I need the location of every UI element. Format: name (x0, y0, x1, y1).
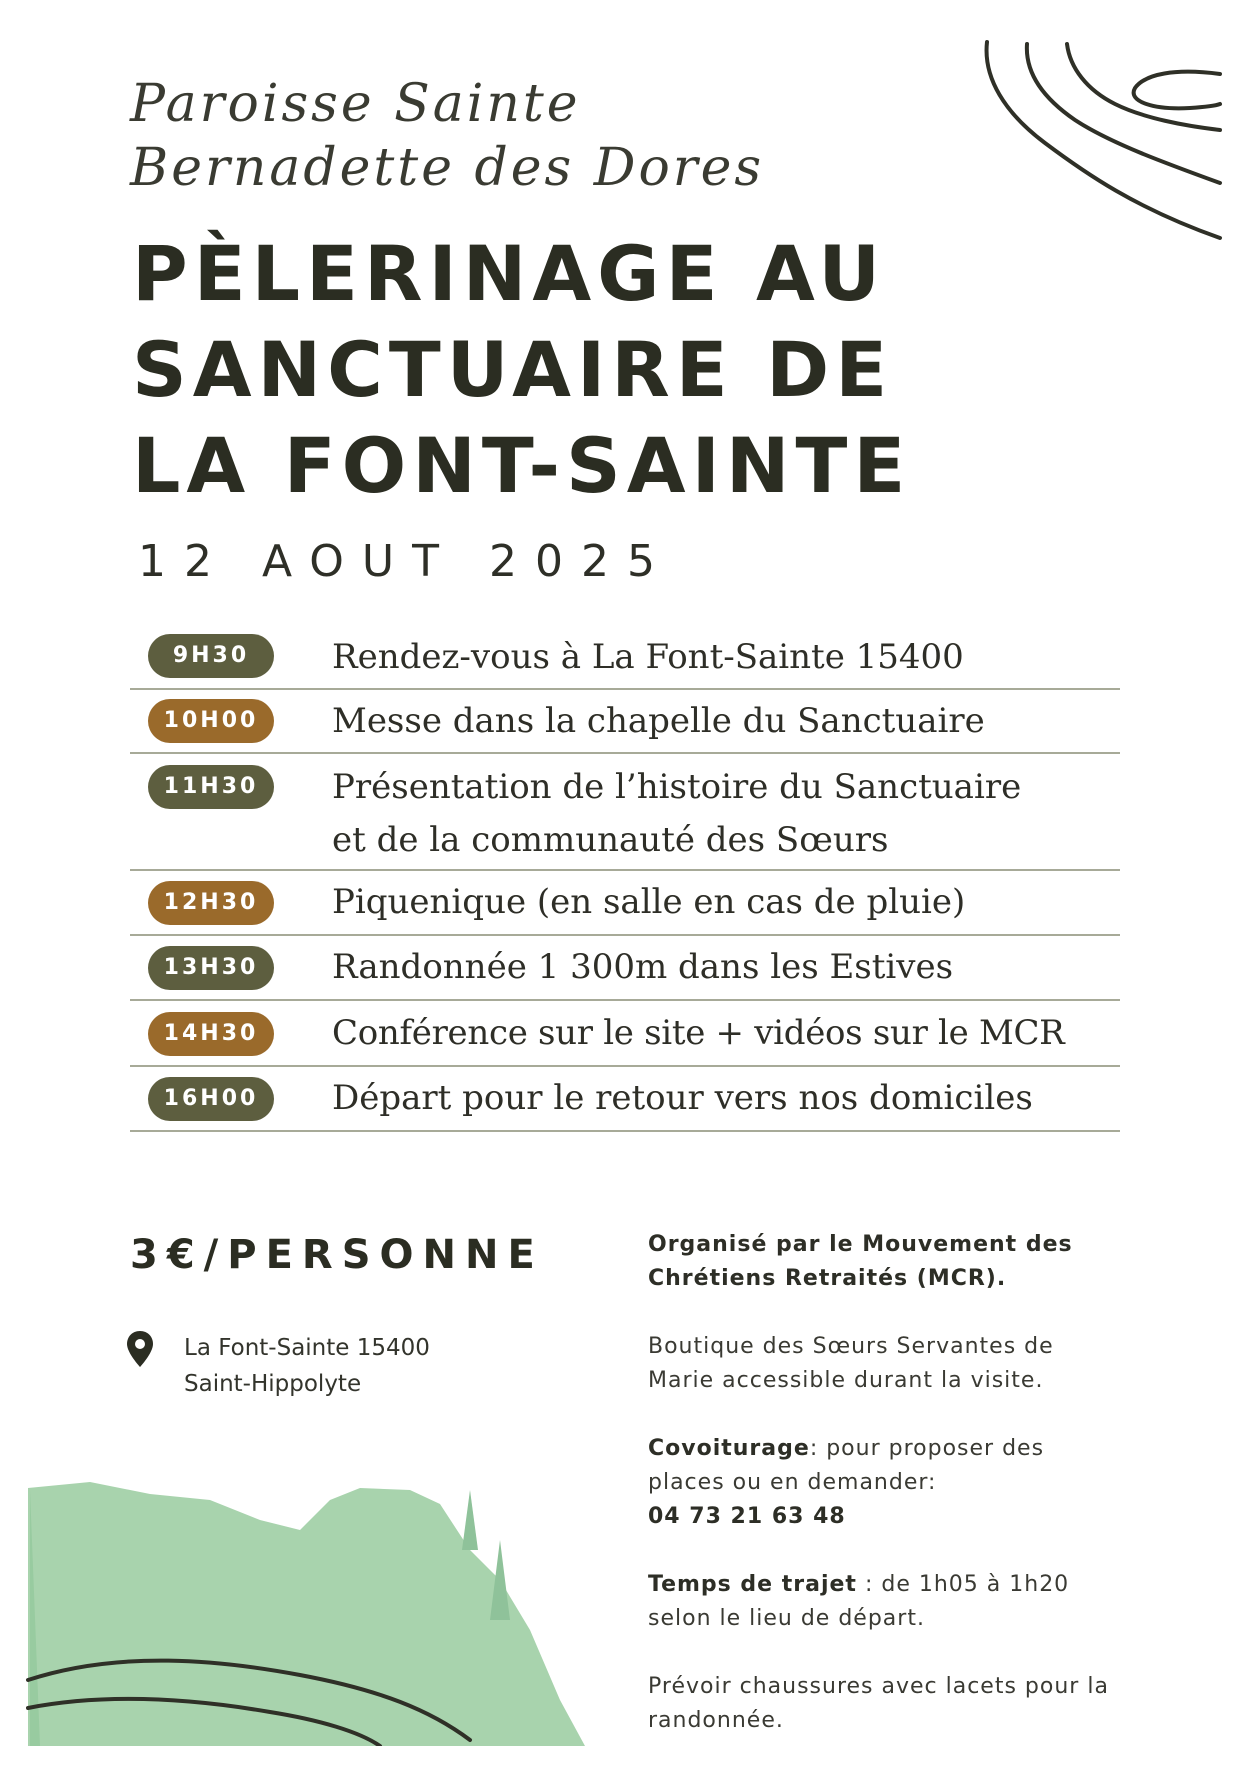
carpool-text: : pour proposer des places ou en demander: (648, 1436, 1045, 1495)
schedule-row (130, 871, 1120, 936)
carpool-note (648, 1432, 1118, 1534)
boutique-note: Boutique des Sœurs Servantes de Marie accessible durant la visite. (648, 1334, 1054, 1393)
activity-text: Piquenique (en salle en cas de pluie) (332, 882, 966, 922)
activity-text: Randonnée 1 300m dans les Estives (332, 947, 954, 987)
page-title (132, 226, 911, 514)
schedule-list (130, 626, 1120, 1132)
schedule-row (130, 690, 1120, 754)
shoes-note: Prévoir chaussures avec lacets pour la randonnée. (648, 1674, 1109, 1733)
activity-text: Messe dans la chapelle du Sanctuaire (332, 701, 985, 741)
parish-line-2: Bernadette des Dores (130, 138, 765, 198)
carpool-phone: 04 73 21 63 48 (648, 1504, 846, 1529)
address-line-2: Saint-Hippolyte (184, 1371, 362, 1397)
activity-text-continued: et de la communauté des Sœurs (332, 820, 889, 860)
schedule-row (130, 1067, 1120, 1132)
title-line-3: LA FONT-SAINTE (132, 421, 912, 510)
address-line-1: La Font-Sainte 15400 (184, 1335, 430, 1361)
event-date: 12 AOUT 2025 (138, 536, 673, 587)
organizer-note: Organisé par le Mouvement des Chrétiens Retraités (MCR). (648, 1232, 1073, 1291)
schedule-row (130, 626, 1120, 690)
contour-lines-decoration (975, 38, 1225, 248)
activity-text: Conférence sur le site + vidéos sur le MCR (332, 1013, 1065, 1053)
parish-name (130, 72, 764, 200)
travel-time-note (648, 1568, 1118, 1636)
time-badge: 14H30 (148, 1012, 274, 1056)
time-badge: 11H30 (148, 765, 274, 809)
location-pin-icon (126, 1330, 154, 1368)
price-per-person: 3€/PERSONNE (130, 1232, 544, 1278)
time-badge: 12H30 (148, 881, 274, 925)
carpool-label: Covoiturage (648, 1436, 810, 1461)
time-badge: 16H00 (148, 1077, 274, 1121)
schedule-row (130, 1001, 1120, 1067)
title-line-2: SANCTUAIRE DE (132, 325, 894, 414)
travel-time-text: : de 1h05 à 1h20 selon le lieu de départ. (648, 1572, 1070, 1631)
travel-time-label: Temps de trajet (648, 1572, 857, 1597)
activity-text: Départ pour le retour vers nos domiciles (332, 1078, 1033, 1118)
event-address (184, 1330, 430, 1402)
activity-text: Rendez-vous à La Font-Sainte 15400 (332, 637, 964, 677)
schedule-row (130, 936, 1120, 1001)
title-line-1: PÈLERINAGE AU (132, 229, 887, 318)
parish-line-1: Paroisse Sainte (130, 74, 581, 134)
schedule-row (130, 754, 1120, 871)
activity-text: Présentation de l’histoire du Sanctuaire (332, 767, 1022, 807)
landscape-illustration (0, 1460, 600, 1746)
time-badge: 9H30 (148, 634, 274, 678)
time-badge: 10H00 (148, 699, 274, 743)
info-column (648, 1228, 1118, 1772)
time-badge: 13H30 (148, 946, 274, 990)
